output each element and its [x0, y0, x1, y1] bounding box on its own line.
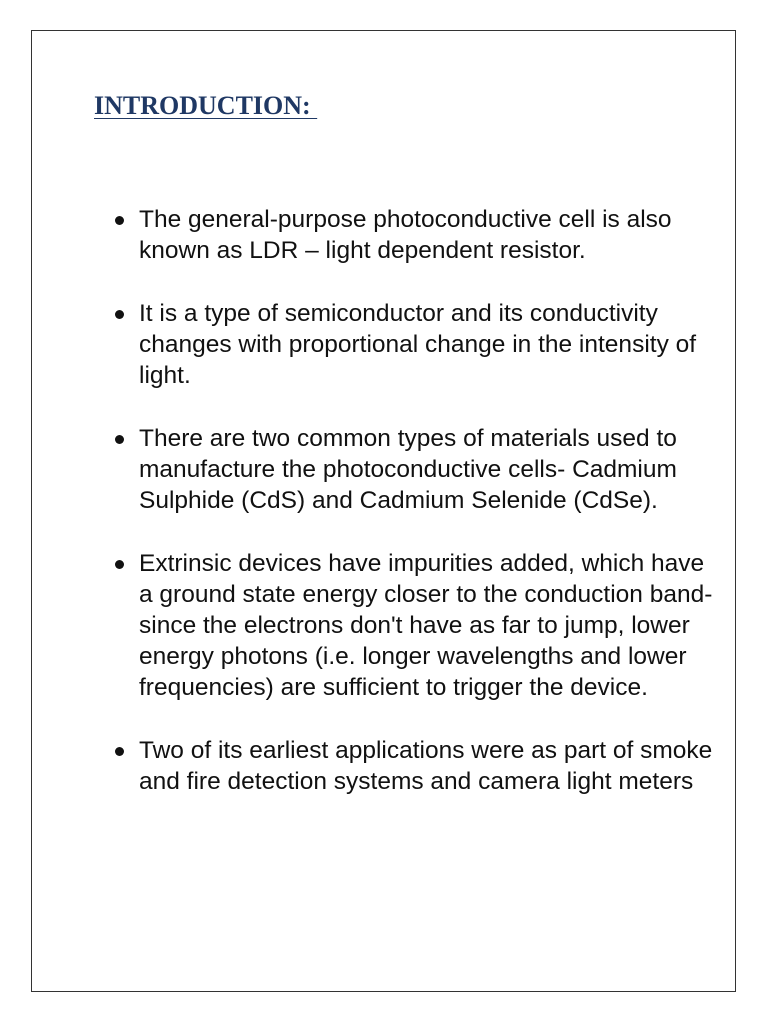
page-heading: INTRODUCTION:: [94, 91, 318, 120]
bullet-text: It is a type of semiconductor and its conductivity changes with proportional change in the intensity of light.: [139, 300, 697, 389]
page-frame: [31, 30, 736, 992]
bullet-text: The general-purpose photoconductive cell is also known as LDR – light dependent resistor.: [139, 206, 672, 264]
list-item: [114, 298, 714, 391]
list-item: [114, 423, 714, 516]
list-item: [114, 735, 714, 797]
list-item: [114, 204, 714, 266]
bullet-text: Two of its earliest applications were as part of smoke and fire detection systems and camera light meters: [139, 737, 713, 795]
bullet-icon: [115, 747, 124, 756]
bullet-text: There are two common types of materials used to manufacture the photoconductive cells- Cadmium Sulphide (CdS) and Cadmium Selenide (CdSe).: [139, 425, 677, 514]
bullet-icon: [115, 216, 124, 225]
list-item: [114, 548, 714, 703]
bullet-icon: [115, 435, 124, 444]
bullet-icon: [115, 310, 124, 319]
bullet-list: [114, 204, 714, 829]
bullet-icon: [115, 560, 124, 569]
bullet-text: Extrinsic devices have impurities added, which have a ground state energy closer to the conduction band- since the electrons don't have as far to jump, lower energy photons (i.e. longer wavelengths and lower frequencies) are sufficient to trigger the device.: [139, 550, 713, 701]
